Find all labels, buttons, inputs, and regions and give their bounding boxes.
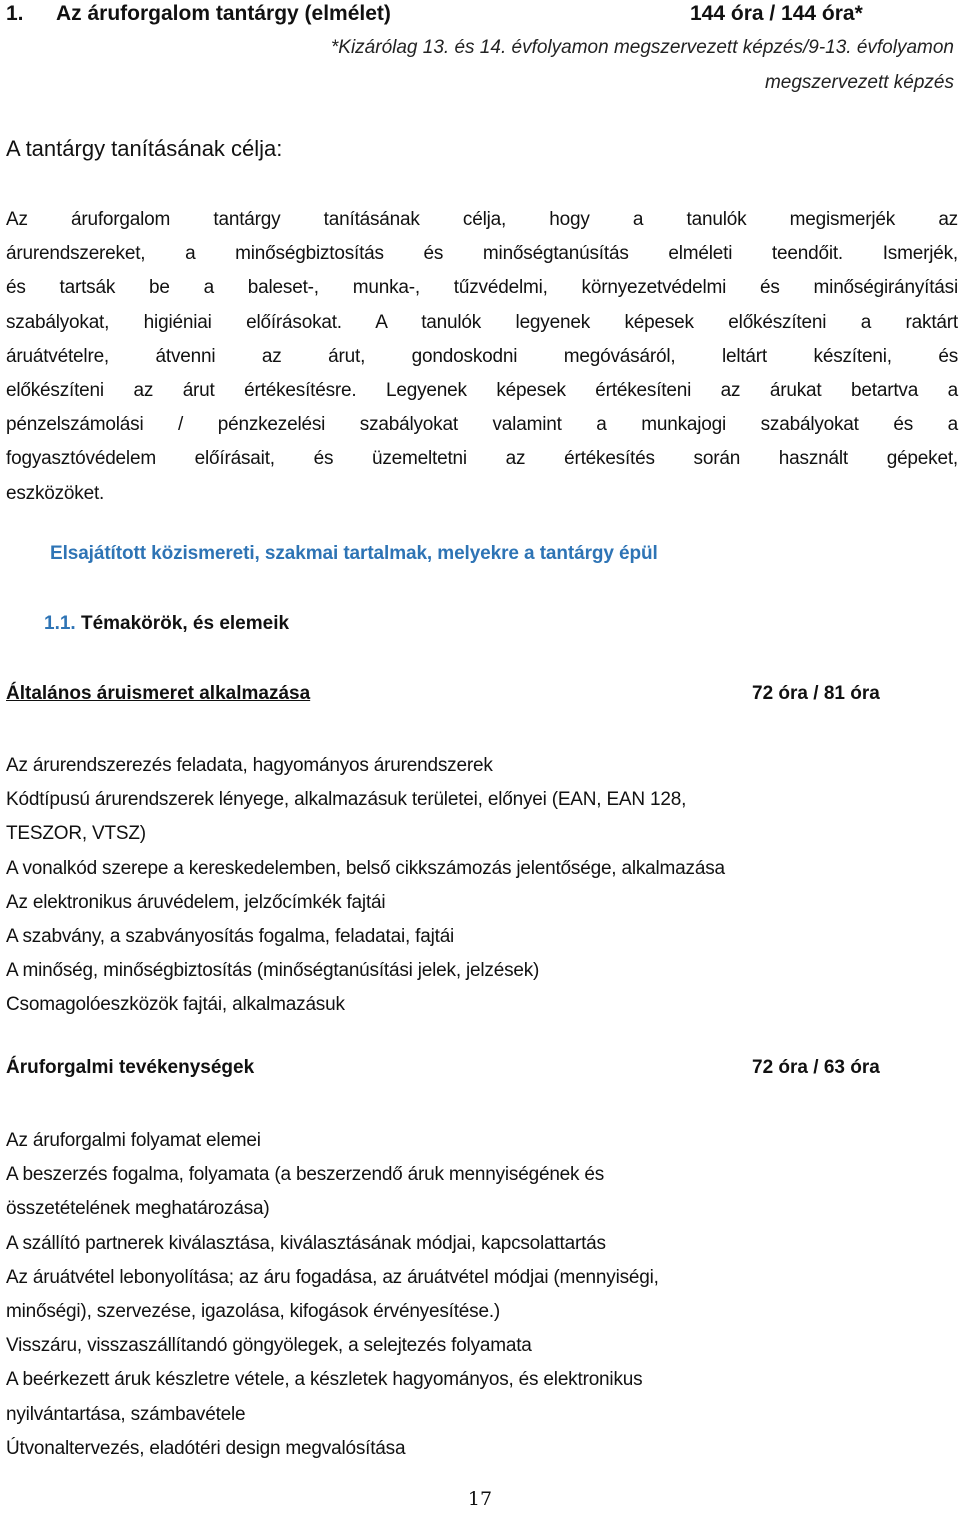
topic-title: Általános áruismeret alkalmazása (6, 683, 311, 704)
paragraph-line: áruátvételre, átvenni az árut, gondoskodni megóvásáról, leltárt készíteni, és (6, 345, 958, 367)
topic-title: Áruforgalmi tevékenységek (6, 1057, 255, 1078)
page-number: 17 (467, 1488, 493, 1510)
paragraph-line: árurendszereket, a minőségbiztosítás és minőségtanúsítás elméleti teendőit. Ismerjék, (6, 243, 958, 265)
topics-heading-title: Témakörök, és elemeik (80, 613, 290, 634)
section-title-row (6, 2, 952, 28)
list-item: TESZOR, VTSZ) (6, 823, 146, 845)
topic-title-row (6, 1057, 952, 1087)
topic-title-row (6, 683, 952, 713)
paragraph-line: fogyasztóvédelem előírásait, és üzemeltetni az értékesítés során használt gépeket, (6, 448, 958, 470)
section-hours: 144 óra / 144 óra* (690, 2, 863, 25)
goal-paragraph (6, 203, 958, 511)
list-item: Az áruátvétel lebonyolítása; az áru fogadása, az áruátvétel módjai (mennyiségi, (6, 1266, 659, 1288)
list-item: Visszáru, visszaszállítandó göngyölegek, a selejtezés folyamata (6, 1335, 532, 1357)
paragraph-line: előkészíteni az árut értékesítésre. Legyenek képesek értékesíteni az árukat betartva a (6, 379, 958, 401)
list-item: Kódtípusú árurendszerek lényege, alkalmazásuk területei, előnyei (EAN, EAN 128, (6, 789, 687, 811)
topics-heading (44, 613, 289, 635)
list-item: Az áruforgalmi folyamat elemei (6, 1130, 261, 1151)
topic-hours: 72 óra / 81 óra (752, 683, 880, 704)
list-item: Csomagolóeszközök fajtái, alkalmazásuk (6, 994, 345, 1016)
list-item: A beérkezett áruk készletre vétele, a készletek hagyományos, és elektronikus (6, 1369, 643, 1391)
topics-heading-number: 1.1. (44, 613, 76, 634)
topic-content-list (6, 1124, 958, 1466)
list-item: A vonalkód szerepe a kereskedelemben, belső cikkszámozás jelentősége, alkalmazása (6, 857, 725, 879)
list-item: A minőség, minőségbiztosítás (minőségtanúsítási jelek, jelzések) (6, 960, 540, 982)
paragraph-line: pénzelszámolási / pénzkezelési szabályokat valamint a munkajogi szabályokat és a (6, 414, 958, 436)
list-item: összetételének meghatározása) (6, 1198, 270, 1220)
list-item: Útvonaltervezés, eladótéri design megvalósítása (6, 1437, 406, 1459)
list-item: minőségi), szervezése, igazolása, kifogások érvényesítése.) (6, 1301, 501, 1323)
topic-content-list (6, 749, 958, 1023)
list-item: nyilvántartása, számbavétele (6, 1403, 246, 1425)
list-item: A szabvány, a szabványosítás fogalma, feladatai, fajtái (6, 926, 455, 948)
topic-hours: 72 óra / 63 óra (752, 1057, 880, 1078)
prerequisites-heading: Elsajátított közismereti, szakmai tartalmak, melyekre a tantárgy épül (50, 543, 658, 564)
list-item: Az elektronikus áruvédelem, jelzőcímkék fajtái (6, 891, 386, 913)
list-item: A beszerzés fogalma, folyamata (a beszerzendő áruk mennyiségének és (6, 1164, 605, 1186)
paragraph-line: Az áruforgalom tantárgy tanításának célja, hogy a tanulók megismerjék az (6, 209, 958, 230)
goal-heading: A tantárgy tanításának célja: (6, 136, 283, 161)
paragraph-line: eszközöket. (6, 482, 105, 504)
section-title: Az áruforgalom tantárgy (elmélet) (56, 2, 391, 25)
list-item: Az árurendszerezés feladata, hagyományos árurendszerek (6, 755, 493, 776)
paragraph-line: szabályokat, higiéniai előírásokat. A tanulók legyenek képesek előkészíteni a raktárt (6, 311, 958, 333)
section-number: 1. (6, 2, 24, 25)
hours-note-line: *Kizárólag 13. és 14. évfolyamon megszervezett képzés/9-13. évfolyamon (330, 37, 954, 58)
paragraph-line: és tartsák be a baleset-, munka-, tűzvédelmi, környezetvédelmi és minőségirányítási (6, 277, 958, 299)
list-item: A szállító partnerek kiválasztása, kiválasztásának módjai, kapcsolattartás (6, 1232, 606, 1254)
hours-note-line: megszervezett képzés (764, 72, 954, 93)
